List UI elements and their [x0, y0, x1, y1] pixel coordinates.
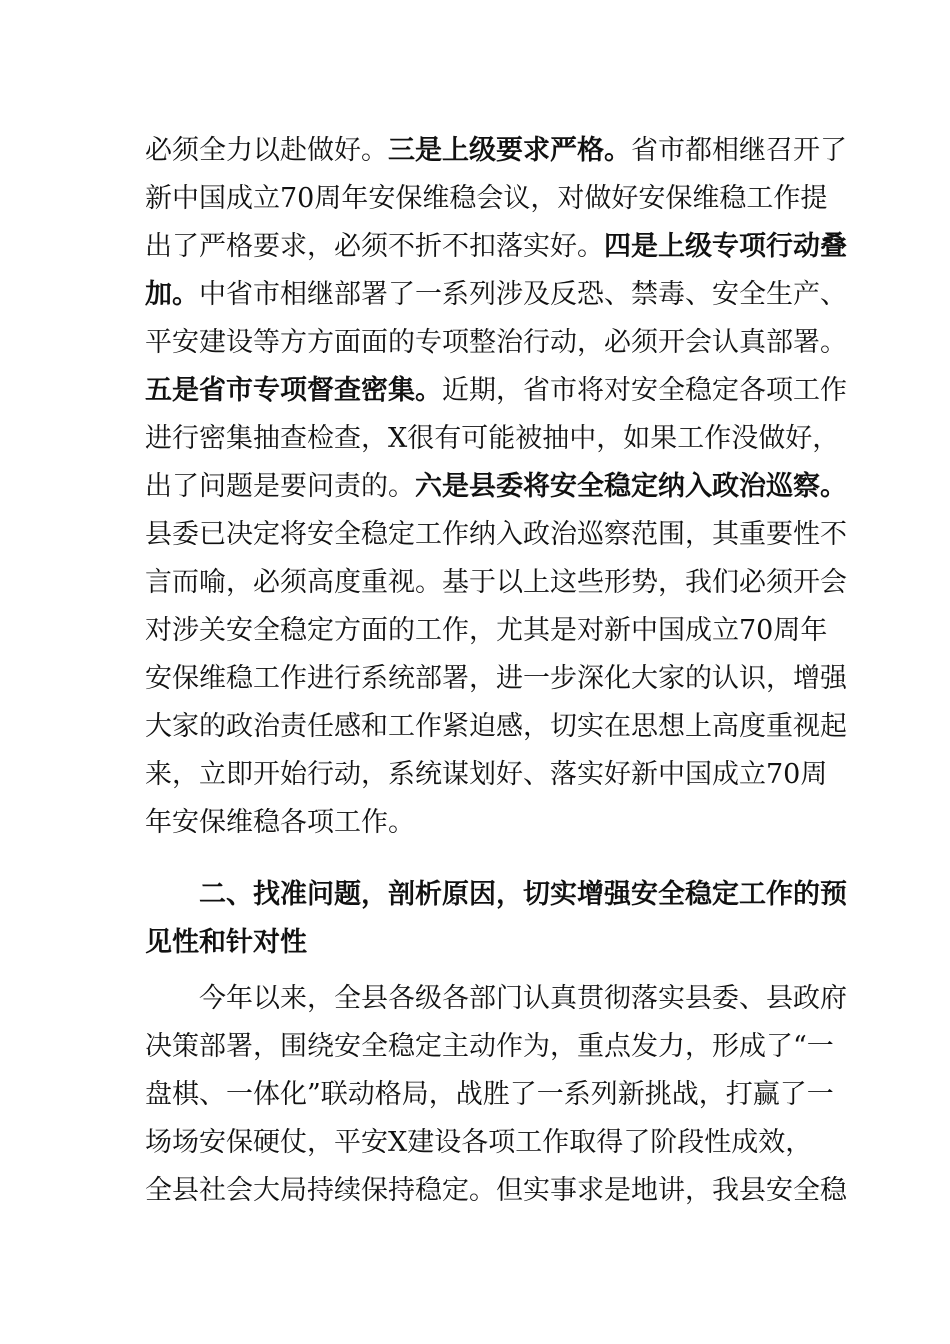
paragraph-line: [145, 755, 828, 795]
bold-key-point: 加。: [145, 279, 199, 310]
paragraph-line: [145, 1123, 813, 1163]
body-text: 今年以来，全县各级各部门认真贯彻落实县委、县政府: [199, 983, 847, 1014]
body-text: 场场安保硬仗，平安X建设各项工作取得了阶段性成效，: [145, 1127, 813, 1158]
body-text: 决策部署，围绕安全稳定主动作为，重点发力，形成了“一: [145, 1031, 834, 1062]
paragraph-line: [145, 131, 847, 171]
paragraph-line: [145, 371, 847, 411]
body-text: 言而喻，必须高度重视。基于以上这些形势，我们必须开会: [145, 567, 847, 598]
paragraph-line: [199, 979, 847, 1019]
heading-text: 见性和针对性: [145, 927, 307, 958]
body-text: 新中国成立70周年安保维稳会议，对做好安保维稳工作提: [145, 183, 828, 214]
paragraph-line: [145, 707, 847, 747]
bold-key-point: 四是上级专项行动叠: [604, 231, 847, 262]
paragraph-line: [145, 515, 847, 555]
paragraph-line: [145, 275, 847, 315]
paragraph-line: [145, 563, 847, 603]
paragraph-line: [145, 419, 840, 459]
body-text: 安保维稳工作进行系统部署，进一步深化大家的认识，增强: [145, 663, 847, 694]
heading-text: 二、找准问题，剖析原因，切实增强安全稳定工作的预: [199, 879, 847, 910]
body-text: 省市都相继召开了: [631, 135, 847, 166]
body-text: 出了问题是要问责的。: [145, 471, 415, 502]
paragraph-line: [145, 323, 847, 363]
body-text: 中省市相继部署了一系列涉及反恐、禁毒、安全生产、: [199, 279, 847, 310]
bold-key-point: 三是上级要求严格。: [388, 135, 631, 166]
body-text: 必须全力以赴做好。: [145, 135, 388, 166]
body-text: 全县社会大局持续保持稳定。但实事求是地讲，我县安全稳: [145, 1175, 847, 1206]
body-text: 县委已决定将安全稳定工作纳入政治巡察范围，其重要性不: [145, 519, 847, 550]
bold-key-point: 五是省市专项督查密集。: [145, 375, 442, 406]
body-text: 大家的政治责任感和工作紧迫感，切实在思想上高度重视起: [145, 711, 847, 742]
body-text: 年安保维稳各项工作。: [145, 807, 415, 838]
heading-line: [199, 875, 847, 915]
paragraph-line: [145, 1027, 834, 1067]
body-text: 出了严格要求，必须不折不扣落实好。: [145, 231, 604, 262]
paragraph-line: [145, 227, 847, 267]
heading-line: [145, 923, 810, 963]
body-text: 近期，省市将对安全稳定各项工作: [442, 375, 847, 406]
body-text: 盘棋、一体化”联动格局，战胜了一系列新挑战，打赢了一: [145, 1079, 834, 1110]
paragraph-line: [145, 467, 847, 507]
paragraph-line: [145, 1171, 847, 1211]
body-text: 对涉关安全稳定方面的工作，尤其是对新中国成立70周年: [145, 615, 828, 646]
paragraph-line: [145, 179, 828, 219]
body-text: 进行密集抽查检查，X很有可能被抽中，如果工作没做好，: [145, 423, 840, 454]
paragraph-line: [145, 803, 810, 843]
paragraph-line: [145, 1075, 834, 1115]
paragraph-line: [145, 611, 828, 651]
body-text: 平安建设等方方面面的专项整治行动，必须开会认真部署。: [145, 327, 847, 358]
body-text: 来，立即开始行动，系统谋划好、落实好新中国成立70周: [145, 759, 828, 790]
paragraph-line: [145, 659, 847, 699]
bold-key-point: 六是县委将安全稳定纳入政治巡察。: [415, 471, 847, 502]
